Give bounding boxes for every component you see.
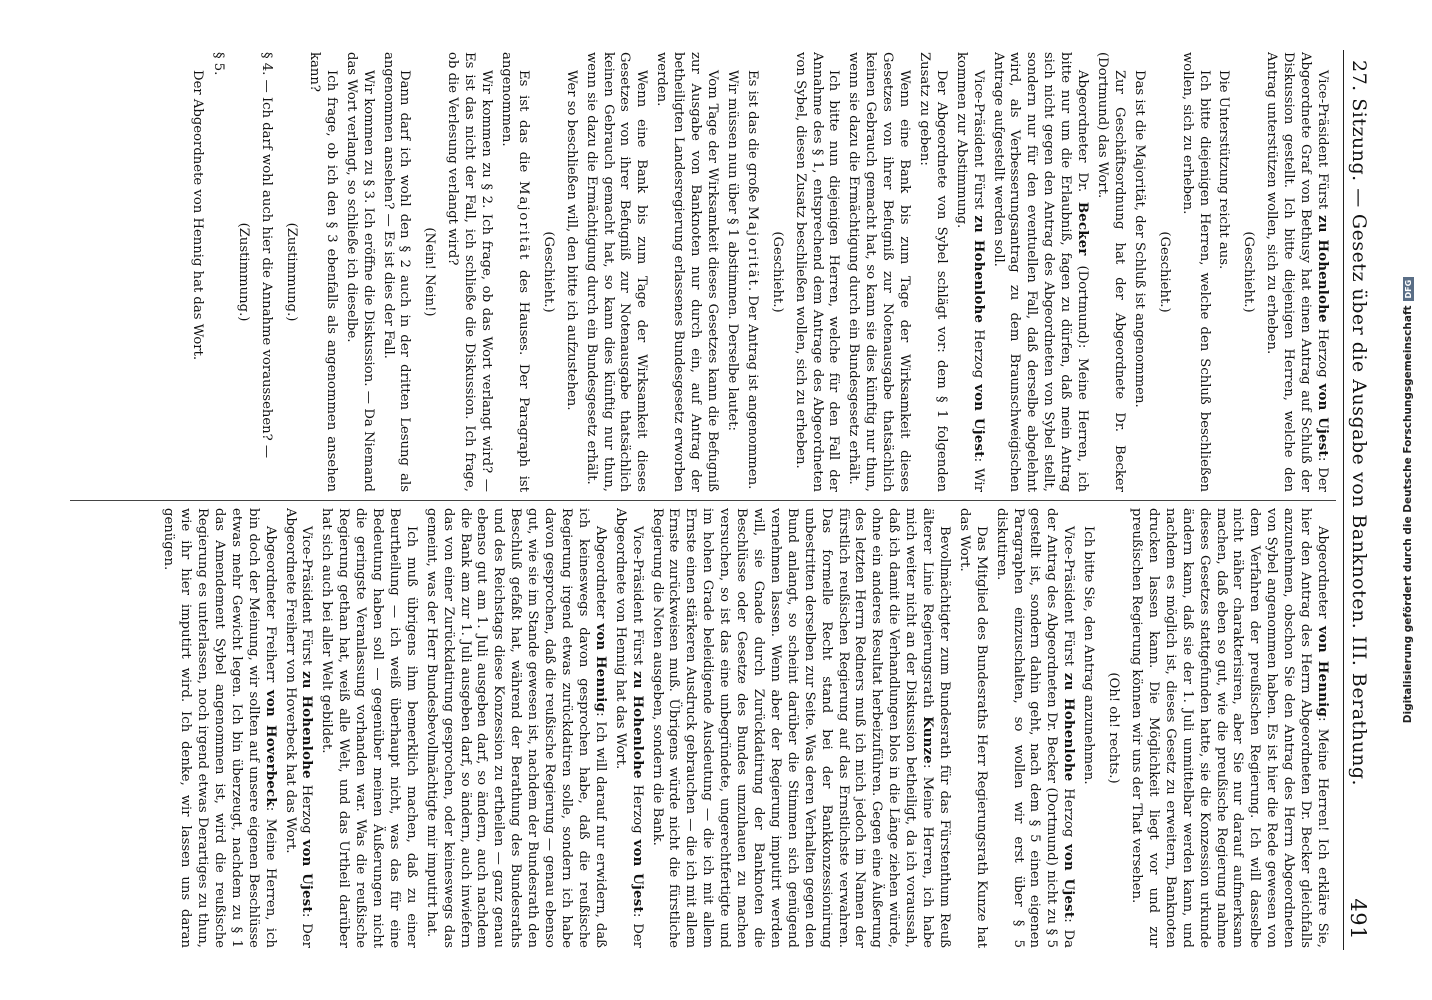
paragraph: Ich bitte nun diejenigen Herren, welche für den Fall der Annahme des § 1, entsprechend dem Antrage des Abgeordneten von Sybel, diesen Zusatz beschließen wollen, sich zu erheben.: [792, 52, 842, 492]
paragraph: Vice-Präsident Fürst zu Hohenlohe Herzog von Ujest: Der Abgeordnete Freiherr von Hoverbeck hat das Wort.: [282, 508, 315, 948]
paragraph: Ich muß übrigens ihm bemerklich machen, daß zu einer Beurtheilung — ich weiß überhaupt nicht, was das für eine Bedeutung haben soll — gegenüber meinen Äußerungen nicht die geringste Veranlassung vorhanden war. Was die reußische Regierung gethan hat, weiß alle Welt, und das Urtheil darüber hat sich auch bei aller Welt gebildet.: [319, 508, 419, 948]
interjection: (Oh! oh! rechts.): [1106, 672, 1122, 784]
paragraph: Der Abgeordnete von Hennig hat das Wort.: [190, 70, 206, 361]
paragraph: Es ist das die große Majorität. Der Antrag ist angenommen.: [744, 70, 760, 490]
page-header: [1343, 50, 1378, 950]
paragraph: Das Mitglied des Bundesraths Herr Regierungsrath Kunze hat das Wort.: [956, 508, 989, 948]
paragraph: Vice-Präsident Fürst zu Hohenlohe Herzog von Ujest: Der Abgeordnete Graf von Bethusy hat einen Antrag auf Schluß der Diskussion gestellt. Ich bitte diejenigen Herren, welche den Antrag unterstützen wollen, sich zu erheben.: [1264, 52, 1330, 492]
paragraph: Abgeordneter von Hennig: Ich will darauf nur erwidern, daß ich keineswegs davon gesprochen habe, daß die reußische Regierung irgend etwas zurückdatiren solle, sondern ich habe davon gesprochen, daß die reußische Regierung — genau ebenso gut, wie sie im Stande gewesen ist, nachdem der Bundesrath den Beschluß gefaßt hat, während der Berathung des Bundesraths und des Reichstags diese Konzession zu ertheilen — ganz genau ebenso gut am 1. Juli ausgeben darf, so ändern, auch nachdem die Bank am zur 1. Juli ausgeben darf, so ändern, auch inwiefern das von einer Zurückdatirung gesprochen, oder keineswegs das gemeint, was der Herr Bundesbevollmächtigte mir imputirt hat.: [423, 508, 608, 948]
session-label: 27. Sitzung. —: [1348, 60, 1370, 208]
paragraph: Vice-Präsident Fürst zu Hohenlohe Herzog von Ujest: Der Abgeordnete von Hennig hat das Wort.: [612, 508, 645, 948]
interjection: (Geschieht.): [540, 231, 556, 313]
paragraph: Vice-Präsident Fürst zu Hohenlohe Herzog von Ujest: Da der Antrag des Abgeordneten Dr. Becker (Dortmund) nicht zu § 5 gestellt ist, sondern dahin geht, nach dem § 5 einen eigenen Paragraphen einzuschalten, so wollen wir erst über § 5 diskutiren.: [993, 508, 1077, 948]
paragraph: Der Abgeordnete von Sybel schlägt vor: dem § 1 folgenden Zusatz zu geben:: [916, 52, 949, 492]
paragraph: Wer so beschließen will, den bitte ich aufzustehen.: [563, 70, 579, 411]
interjection: (Geschieht.): [1156, 231, 1172, 313]
section-heading: § 4. — Ich darf wohl auch hier die Annahme voraussehen? —: [259, 52, 275, 459]
paragraph: Vom Tage der Wirksamkeit dieses Gesetzes kann die Befugniß zur Ausgabe von Banknoten nur durch ein, auf Antrag der betheiligten Landesregierung erlassenes Bundesgesetz erworben werden.: [654, 52, 720, 492]
paragraph: Dann darf ich wohl den § 2 auch in der dritten Lesung als angenommen ansehen? — Es ist dies der Fall.: [380, 52, 413, 492]
dfg-logo: DFG: [1403, 277, 1414, 302]
column-divider: [70, 500, 1336, 501]
rotated-document-page: [46, 30, 1386, 970]
paragraph: Vice-Präsident Fürst zu Hohenlohe Herzog von Ujest: Wir kommen zur Abstimmung.: [953, 52, 986, 492]
section-heading: § 5.: [211, 52, 227, 76]
paragraph: Wir müssen nun über § 1 abstimmen. Derselbe lautet:: [724, 70, 740, 431]
paragraph: Die Unterstützung reicht aus.: [1216, 70, 1232, 270]
digitization-credit: [1402, 100, 1418, 900]
paragraph: Ich bitte diejenigen Herren, welche den Schluß beschließen wollen, sich zu erheben.: [1179, 52, 1212, 492]
interjection: (Geschieht.): [1241, 231, 1257, 313]
paragraph: Ich bitte Sie, den Antrag anzunehmen.: [1081, 526, 1097, 785]
paragraph: Wenn eine Bank bis zum Tage der Wirksamkeit dieses Gesetzes von ihrer Befugniß zur Notenausgabe thatsächlich keinen Gebrauch gemacht hat, so kann sie dies künftig nur thun, wenn sie dazu die Ermächtigung durch ein Bundesgesetz erhält.: [846, 52, 913, 492]
interjection: (Zustimmung.): [236, 222, 252, 322]
paragraph: Wenn eine Bank bis zum Tage der Wirksamkeit dieses Gesetzes von ihrer Befugniß zur Notenausgabe thatsächlich keinen Gebrauch gemacht hat, so kann dies künftig nur thun, wenn sie dazu die Ermächtigung durch ein Bundesgesetz erhält.: [583, 52, 650, 492]
interjection: (Zustimmung.): [284, 222, 300, 322]
paragraph: Wir kommen zu § 2. Ich frage, ob das Wort verlangt wird? — Es ist das nicht der Fall, ich schließe die Diskussion. Ich frage, ob die Verlesung verlangt wird?: [445, 52, 495, 492]
paragraph: Abgeordneter von Hennig: Meine Herren! Ich erkläre Sie, hier den Antrag des Herrn Abgeordneten Dr. Becker gleichfalls anzunehmen, obschon Sie den Antrag des Herrn Abgeordneten von Sybel angenommen haben. Es ist hier die Rede gewesen von dem Verfahren der preußischen Regierung. Ich will dasselbe nicht näher charakterisiren, aber Sie nur darauf aufmerksam machen, daß eben so gut, wie die preußische Regierung nahme dieses Gesetzes stattgefunden hatte, sie die Konzession urkunde ändern kann, daß sie der 1. Juli unmittelbar werden kann, und nachdem es möglich ist, dieses Gesetz zu erweitern, Banknoten drucken lassen kann. Die Möglichkeit liegt vor und zur preußischen Regierung können wir uns der That versehen.: [1129, 508, 1330, 948]
left-text-column: [66, 52, 1330, 492]
paragraph: Wir kommen zu § 3. Ich eröffne die Diskussion. — Da Niemand das Wort verlangt, so schließe ich dieselbe.: [343, 52, 376, 492]
paragraph: Ich frage, ob ich den § 3 ebenfalls als angenommen ansehen kann?: [306, 52, 339, 492]
paragraph: Es ist das die Majorität des Hauses. Der Paragraph ist angenommen.: [499, 52, 531, 492]
credit-text: Digitalisierung gefördert durch die Deutsche Forschungsgemeinschaft: [1402, 305, 1414, 724]
page-number: 491: [1346, 898, 1370, 940]
paragraph: Zur Geschäftsordnung hat der Abgeordnete Dr. Becker (Dortmund) das Wort.: [1095, 52, 1127, 492]
right-text-column: [66, 508, 1330, 948]
running-title: Gesetz über die Ausgabe von Banknoten. III. Berathung.: [1348, 213, 1370, 787]
paragraph: Bevollmächtigter zum Bundesrath für das Fürstenthum Reuß älterer Linie Regierungsrath Kunze: Meine Herren, ich habe mich weiter nicht an der Diskussion betheiligt, da ich voraussah, daß ich damit die Verhandlungen blos in die Länge ziehen würde, ohne ein anderes Resultat herbeizuführen. Gegen eine Äußerung des letzten Herrn Redners muß ich mich jedoch im Namen der fürstlich reußischen Regierung auf das Ernstlichste verwahren. Das formelle Recht stand bei der Bankkonzessionirung unbestritten derselben zur Seite. Was deren Verhalten gegen den Bund anlangt, so scheint darüber die Stimmen sich genügend vernehmen lassen. Wenn aber der Regierung imputirt werden will, sie Gnade durch Zurückdatirung der Banknoten die Beschlüsse oder Gesetze des Bundes umzuhauen zu machen versuchen, so ist das eine unbegründete, ungerechtfertigte und im hohen Grade beleidigende Ausdeutung — die ich mit allem Ernste einen stärkeren Ausdruck gebrauchen — die ich mit allem Ernste zurückweisen muß. Übrigens würde nicht die fürstliche Regierung die Noten ausgeben, sondern die Bank.: [649, 508, 952, 948]
interjection: (Nein! Nein!): [422, 227, 438, 317]
paragraph: Abgeordneter Dr. Becker (Dortmund): Meine Herren, ich bitte nur um die Erlaubniß, fagen zu dürfen, daß mein Antrag sich nicht gegen den Antrag des Abgeordneten von Sybel stellt, sondern nur für den eventuellen Fall, daß derselbe abgelehnt wird, als Verbesserungsantrag zu dem Braunschweigischen Antrage aufgestellt werden soll.: [990, 52, 1091, 492]
paragraph: Das ist die Majorität, der Schluß ist angenommen.: [1131, 70, 1147, 408]
interjection: (Geschieht.): [769, 231, 785, 313]
paragraph: Abgeordneter Freiherr von Hoverbeck: Meine Herren, ich bin doch der Meinung, wir sollten auf unsere eigenen Beschlüsse etwas mehr Gewicht legen. Ich bin überzeugt, nachdem zu § 1 das Amendement Sybel angenommen ist, wird die reußische Regierung es unterlassen, noch irgend etwas Derartiges zu thun, wie ihr hier imputirt wird. Ich denke, wir lassen uns daran genügen.: [161, 508, 278, 948]
